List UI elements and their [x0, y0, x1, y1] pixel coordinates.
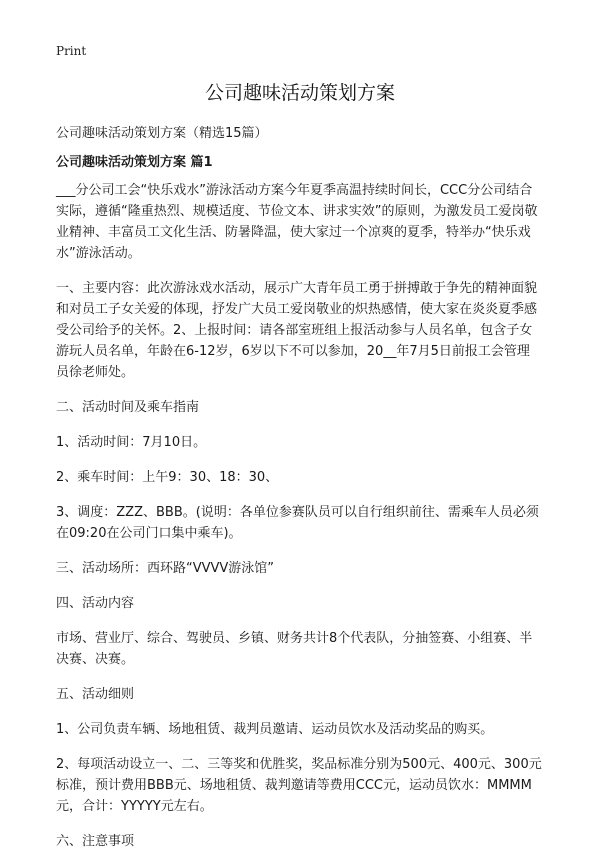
- paragraph: 四、活动内容: [56, 596, 135, 611]
- paragraph: ___分公司工会“快乐戏水”游泳活动方案今年夏季高温持续时间长，CCC分公司结合实际，遵循“隆重热烈、规模适度、节俭文本、讲求实效”的原则，为激发员工爱岗敬业精神、丰富员工文化生活、防暑降温，使大家过一个凉爽的夏季，特举办“快乐戏水”游泳活动。: [56, 183, 538, 261]
- paragraph: 2、每项活动设立一、二、三等奖和优胜奖，奖品标准分别为500元、400元、300元标准，预计费用BBB元、场地租赁、裁判邀请等费用CCC元，运动员饮水：MMMM元，合计：YYYYY元左右。: [56, 757, 542, 814]
- paragraph: 3、调度：ZZZ、BBB。(说明：各单位参赛队员可以自行组织前往、需乘车人员必须在09:20在公司门口集中乘车)。: [56, 505, 539, 541]
- document-body: [56, 180, 542, 866]
- paragraph: 市场、营业厅、综合、驾驶员、乡镇、财务共计8个代表队，分抽签赛、小组赛、半决赛、决赛。: [56, 631, 533, 667]
- document-subtitle: 公司趣味活动策划方案（精选15篇）: [56, 126, 268, 141]
- document-title: 公司趣味活动策划方案: [204, 82, 395, 104]
- paragraph: 一、主要内容：此次游泳戏水活动，展示广大青年员工勇于拼搏敢于争先的精神面貌和对员工子女关爱的体现，抒发广大员工爱岗敬业的炽热感情，使大家在炎炎夏季感受公司给予的关怀。2、上报时间：请各部室班组上报活动参与人员名单，包含子女游玩人员名单，年龄在6-12岁，6岁以下不可以参加，20__年7月5日前报工会管理员徐老师处。: [56, 281, 538, 380]
- paragraph: 三、活动场所：西环路“VVVV游泳馆”: [56, 561, 275, 576]
- paragraph: 二、活动时间及乘车指南: [56, 400, 200, 415]
- print-link[interactable]: Print: [56, 44, 87, 58]
- paragraph: 2、乘车时间：上午9：30、18：30、: [56, 470, 279, 485]
- paragraph: 六、注意事项: [56, 834, 135, 849]
- paragraph: 五、活动细则: [56, 687, 135, 702]
- paragraph: 1、公司负责车辆、场地租赁、裁判员邀请、运动员饮水及活动奖品的购买。: [56, 722, 494, 737]
- paragraph: 1、活动时间：7月10日。: [56, 435, 207, 450]
- section-title: 公司趣味活动策划方案 篇1: [56, 155, 213, 170]
